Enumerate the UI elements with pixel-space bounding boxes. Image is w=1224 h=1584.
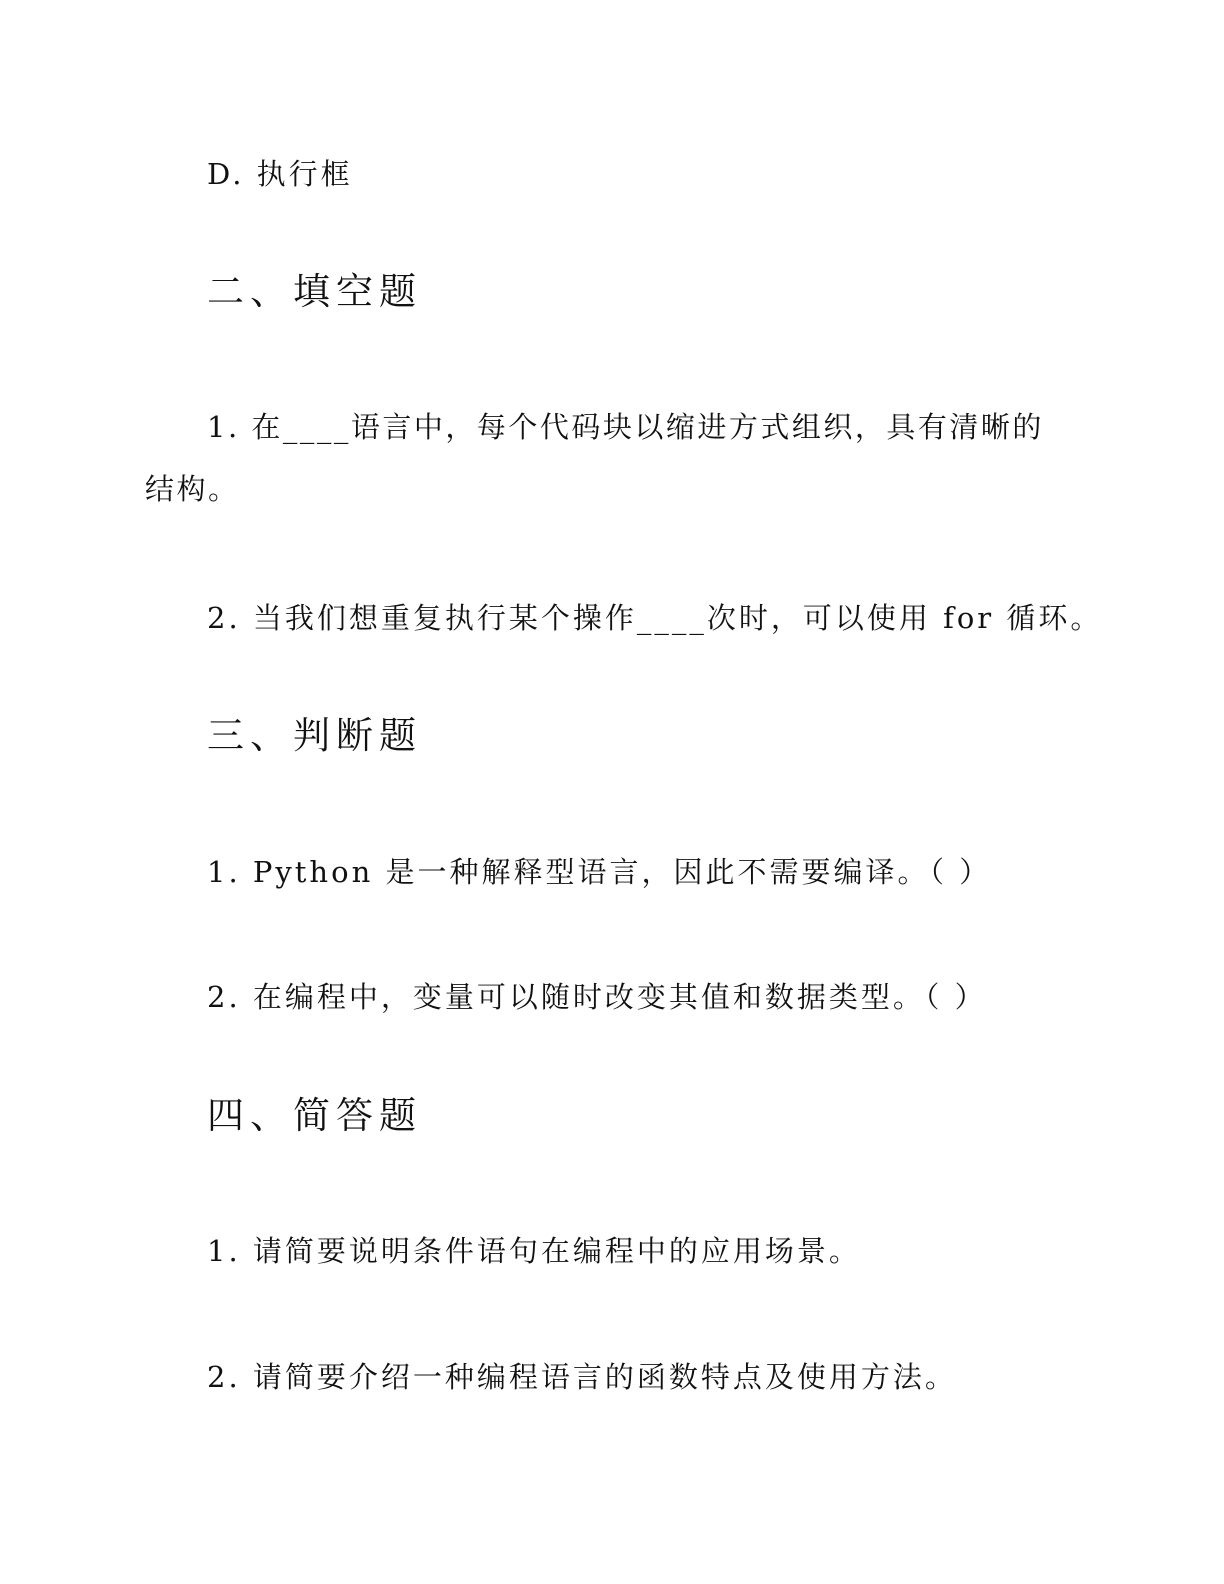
section-heading-fill-blank: 二、填空题 — [207, 270, 422, 313]
short-answer-question-2: 2. 请简要介绍一种编程语言的函数特点及使用方法。 — [207, 1360, 957, 1394]
true-false-question-1: 1. Python 是一种解释型语言，因此不需要编译。（ ） — [207, 855, 992, 889]
fill-blank-question-1: 1. 在____语言中，每个代码块以缩进方式组织，具有清晰的结构。 — [145, 410, 1044, 506]
option-d: D. 执行框 — [207, 157, 353, 191]
short-answer-question-1: 1. 请简要说明条件语句在编程中的应用场景。 — [207, 1234, 861, 1268]
section-heading-true-false: 三、判断题 — [207, 714, 422, 757]
fill-blank-question-2: 2. 当我们想重复执行某个操作____次时，可以使用 for 循环。 — [207, 601, 1103, 635]
section-heading-short-answer: 四、简答题 — [207, 1094, 422, 1137]
true-false-question-2: 2. 在编程中，变量可以随时改变其值和数据类型。（ ） — [207, 980, 987, 1014]
